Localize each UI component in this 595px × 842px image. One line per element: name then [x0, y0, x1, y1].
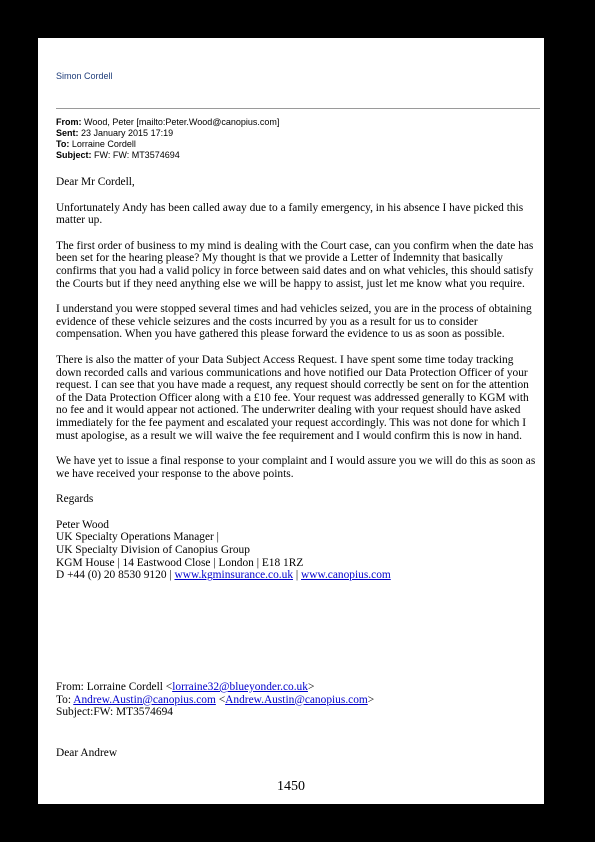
forwarded-greeting: Dear Andrew: [56, 747, 118, 759]
email-meta: [56, 117, 536, 161]
salutation: Dear Mr Cordell,: [56, 176, 135, 188]
forwarded-header: [56, 681, 540, 719]
forwarded-to-mid: <: [215, 693, 226, 706]
forwarded-to-email-link-2[interactable]: Andrew.Austin@canopius.com: [225, 693, 368, 706]
document-page: [38, 38, 544, 804]
email-body: [56, 176, 540, 582]
meta-sent-line: [56, 128, 536, 139]
forwarded-from-suffix: >: [307, 681, 315, 693]
closing: Regards: [56, 493, 94, 506]
meta-to-line: [56, 139, 536, 150]
paragraph-2: The first order of business to my mind is dealing with the Court case, can you confirm when the date has been set for the hearing please? My thought is that we provide a Letter of Indemnity that basically confirms that you had a valid policy in force between said dates and on what vehicles, this should satisfy the Courts but if they need anything else we will be happy to assist, just let me know what you require.: [56, 239, 534, 290]
link-separator: |: [293, 569, 302, 582]
signature-contact-line: [56, 569, 540, 582]
sender-name: Simon Cordell: [56, 71, 113, 81]
signature-name: Peter Wood: [56, 518, 109, 531]
forwarded-to-suffix: >: [367, 693, 375, 706]
forwarded-to-email-link-1[interactable]: Andrew.Austin@canopius.com: [73, 693, 216, 706]
signature-phone: D +44 (0) 20 8530 9120 |: [56, 569, 175, 582]
forwarded-to-line: [56, 694, 540, 707]
forwarded-from-prefix: From: Lorraine Cordell <: [56, 681, 173, 693]
paragraph-4: There is also the matter of your Data Subject Access Request. I have spent some time today tracking down recorded calls and various communications and hove notified our Data Protection Officer of your request. I can see that you have made a request, any request should correctly be sent on for the attention of the Data Protection Officer along with a £10 fee. Your request was addressed generally to KGM with no fee and it would appear not actioned. The underwriter dealing with your request should have asked immediately for the fee payment and escalated your request accordingly. This was not done for which I must apologise, as a result we will waive the fee requirement and I would confirm this is now in hand.: [56, 353, 529, 442]
from-label: From:: [56, 117, 82, 127]
subject-label: Subject:: [56, 150, 92, 160]
paragraph-5: We have yet to issue a final response to your complaint and I would assure you we will do this as soon as we have received your response to the above points.: [56, 455, 536, 480]
page-number: 1450: [277, 779, 305, 794]
header-divider: [56, 108, 540, 109]
signature-title: UK Specialty Operations Manager |: [56, 531, 219, 544]
meta-from-line: [56, 117, 536, 128]
kgm-website-link[interactable]: www.kgminsurance.co.uk: [174, 569, 294, 582]
paragraph-1: Unfortunately Andy has been called away due to a family emergency, in his absence I have picked this matter up.: [56, 201, 524, 227]
signature-address: KGM House | 14 Eastwood Close | London | E18 1RZ: [56, 556, 304, 569]
forwarded-to-prefix: To:: [56, 693, 74, 706]
canopius-website-link[interactable]: www.canopius.com: [301, 569, 391, 582]
to-value: Lorraine Cordell: [71, 139, 136, 149]
forwarded-from-line: [56, 681, 540, 694]
sent-label: Sent:: [56, 128, 79, 138]
forwarded-from-email-link[interactable]: lorraine32@blueyonder.co.uk: [172, 681, 308, 693]
to-label: To:: [56, 139, 70, 149]
paragraph-3: I understand you were stopped several times and had vehicles seized, you are in the process of obtaining evidence of these vehicle seizures and the costs incurred by you as a result for us to consider compensation. When you have gathered this please forward the evidence to us as soon as possible.: [56, 303, 532, 341]
sent-value: 23 January 2015 17:19: [81, 128, 174, 138]
subject-value: FW: FW: MT3574694: [94, 150, 180, 160]
signature-block: [56, 519, 540, 582]
forwarded-subject-line: Subject:FW: MT3574694: [56, 706, 173, 719]
from-value: Wood, Peter [mailto:Peter.Wood@canopius.com]: [84, 117, 280, 127]
meta-subject-line: [56, 150, 536, 161]
signature-division: UK Specialty Division of Canopius Group: [56, 544, 250, 557]
